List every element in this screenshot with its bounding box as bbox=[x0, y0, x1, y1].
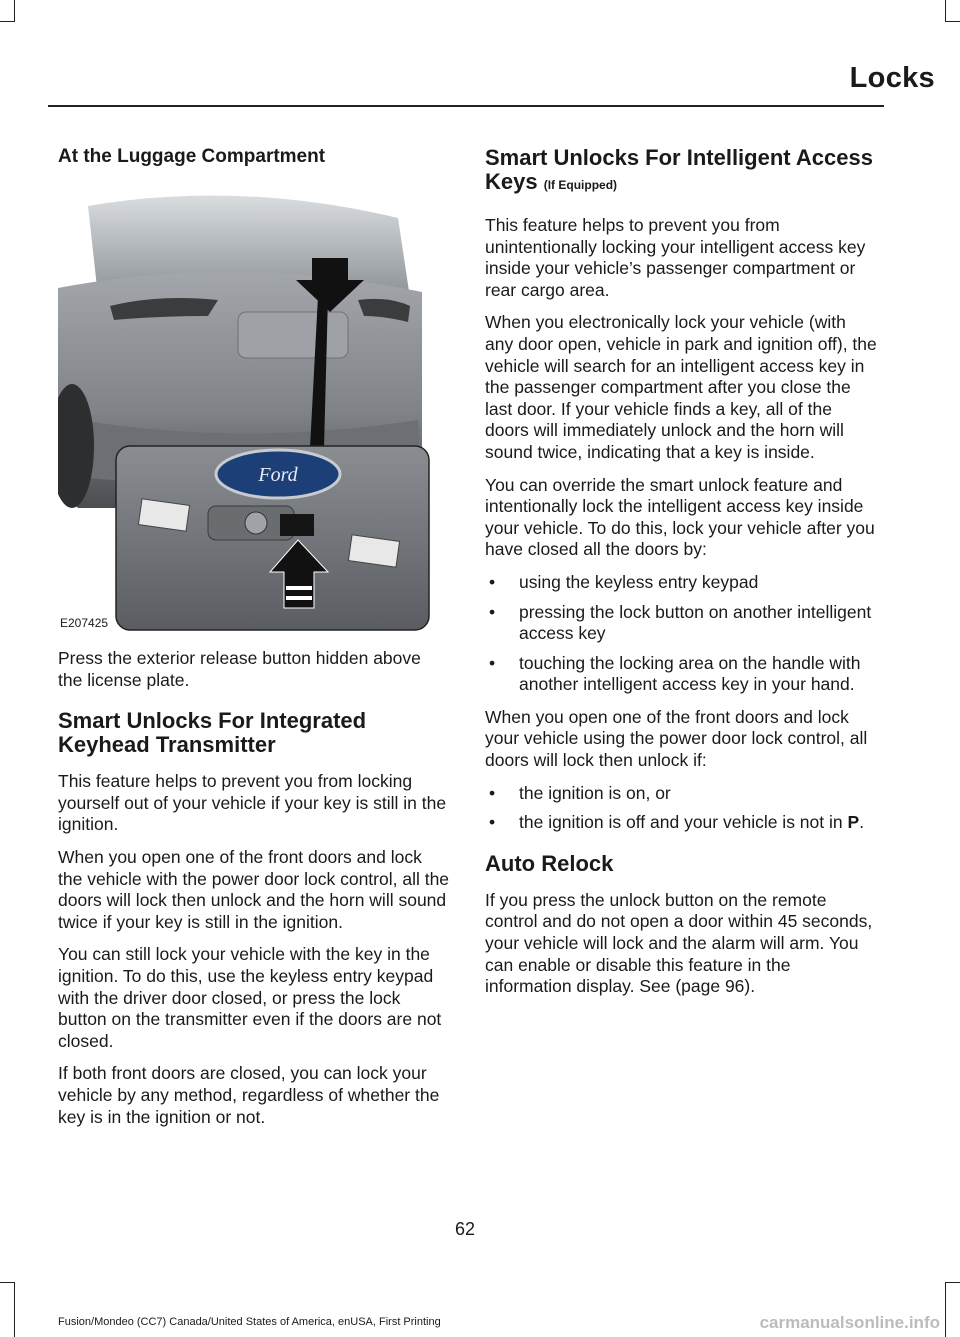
page-header-title: Locks bbox=[849, 62, 935, 94]
camera-lens bbox=[245, 512, 267, 534]
section-heading-auto-relock: Auto Relock bbox=[485, 850, 614, 876]
paragraph: When you open one of the front doors and lock your vehicle using the power door lock control, all doors will lock then unlock if: bbox=[485, 706, 868, 771]
section-heading-integrated-keyhead: Smart Unlocks For Integrated Keyhead Transmitter bbox=[58, 708, 367, 758]
crop-mark bbox=[945, 1282, 946, 1337]
paragraph: When you electronically lock your vehicle (with any door open, vehicle in park and ignition off), the vehicle will search for an intelligent access key in the passenger compartment after you close the last door. If your vehicle finds a key, all of the doors will immediately unlock and the horn will sound twice, indicating that a key is inside. bbox=[485, 312, 877, 462]
license-plate-recess bbox=[238, 312, 348, 358]
header-rule bbox=[48, 105, 884, 107]
release-instruction: Press the exterior release button hidden above the license plate. bbox=[58, 648, 421, 690]
release-button bbox=[280, 514, 314, 536]
paragraph: When you open one of the front doors and lock the vehicle with the power door lock control, all the doors will lock then unlock and the horn will sound twice if your key is still in the ignition. bbox=[58, 846, 450, 932]
paragraph: If you press the unlock button on the remote control and do not open a door within 45 seconds, your vehicle will lock and the alarm will arm. You can enable or disable this feature in the information display. See (page 96). bbox=[485, 889, 873, 997]
lock-condition-list bbox=[485, 783, 877, 834]
watermark: carmanualsonline.info bbox=[759, 1313, 940, 1332]
list-item: • pressing the lock button on another intelligent access key bbox=[485, 602, 877, 645]
page-number: 62 bbox=[454, 1219, 476, 1239]
paragraph: This feature helps to prevent you from unintentionally locking your intelligent access key inside your vehicle’s passenger compartment or rear cargo area. bbox=[485, 215, 866, 300]
figure-id: E207425 bbox=[60, 616, 109, 630]
section-heading-text: Smart Unlocks For Intelligent Access Keys bbox=[485, 145, 873, 194]
crop-mark bbox=[0, 21, 15, 22]
trunk-release-figure bbox=[58, 188, 432, 634]
crop-mark bbox=[945, 21, 960, 22]
crop-mark bbox=[14, 1282, 15, 1337]
override-method-list bbox=[485, 572, 877, 696]
list-item bbox=[485, 812, 877, 834]
paragraph: This feature helps to prevent you from locking yourself out of your vehicle if your key is still in the ignition. bbox=[58, 771, 447, 835]
crop-mark bbox=[0, 1282, 15, 1283]
luggage-compartment-heading: At the Luggage Compartment bbox=[58, 146, 326, 167]
right-column bbox=[485, 146, 877, 1009]
footer-text: Fusion/Mondeo (CC7) Canada/United States of America, enUSA, First Printing bbox=[58, 1316, 441, 1328]
list-item: • the ignition is on, or bbox=[485, 783, 877, 805]
list-item-text: the ignition is off and your vehicle is not in bbox=[519, 812, 843, 833]
left-column bbox=[58, 146, 450, 1139]
paragraph: You can still lock your vehicle with the key in the ignition. To do this, use the keyless entry keypad with the driver door closed, or press the lock button on the transmitter even if the doors are not closed. bbox=[58, 944, 442, 1051]
gear-park-symbol: P bbox=[847, 812, 860, 833]
paragraph: You can override the smart unlock feature and intentionally lock the intelligent access key inside your vehicle. To do this, lock your vehicle after you have closed all the doors by: bbox=[485, 474, 875, 560]
ford-badge-script: Ford bbox=[258, 464, 298, 486]
if-equipped-qualifier: (If Equipped) bbox=[543, 178, 618, 192]
paragraph: If both front doors are closed, you can lock your vehicle by any method, regardless of whether the key is in the ignition or not. bbox=[58, 1063, 440, 1127]
list-item: • using the keyless entry keypad bbox=[485, 572, 877, 594]
list-item: • touching the locking area on the handle with another intelligent access key in your hand. bbox=[485, 653, 877, 696]
trunk-release-illustration bbox=[58, 188, 432, 634]
crop-mark bbox=[945, 1282, 960, 1283]
zoom-inset bbox=[116, 446, 429, 630]
list-item-period: . bbox=[859, 812, 865, 833]
crop-mark bbox=[945, 0, 946, 22]
section-heading-intelligent-access bbox=[485, 146, 877, 197]
crop-mark bbox=[14, 0, 15, 22]
